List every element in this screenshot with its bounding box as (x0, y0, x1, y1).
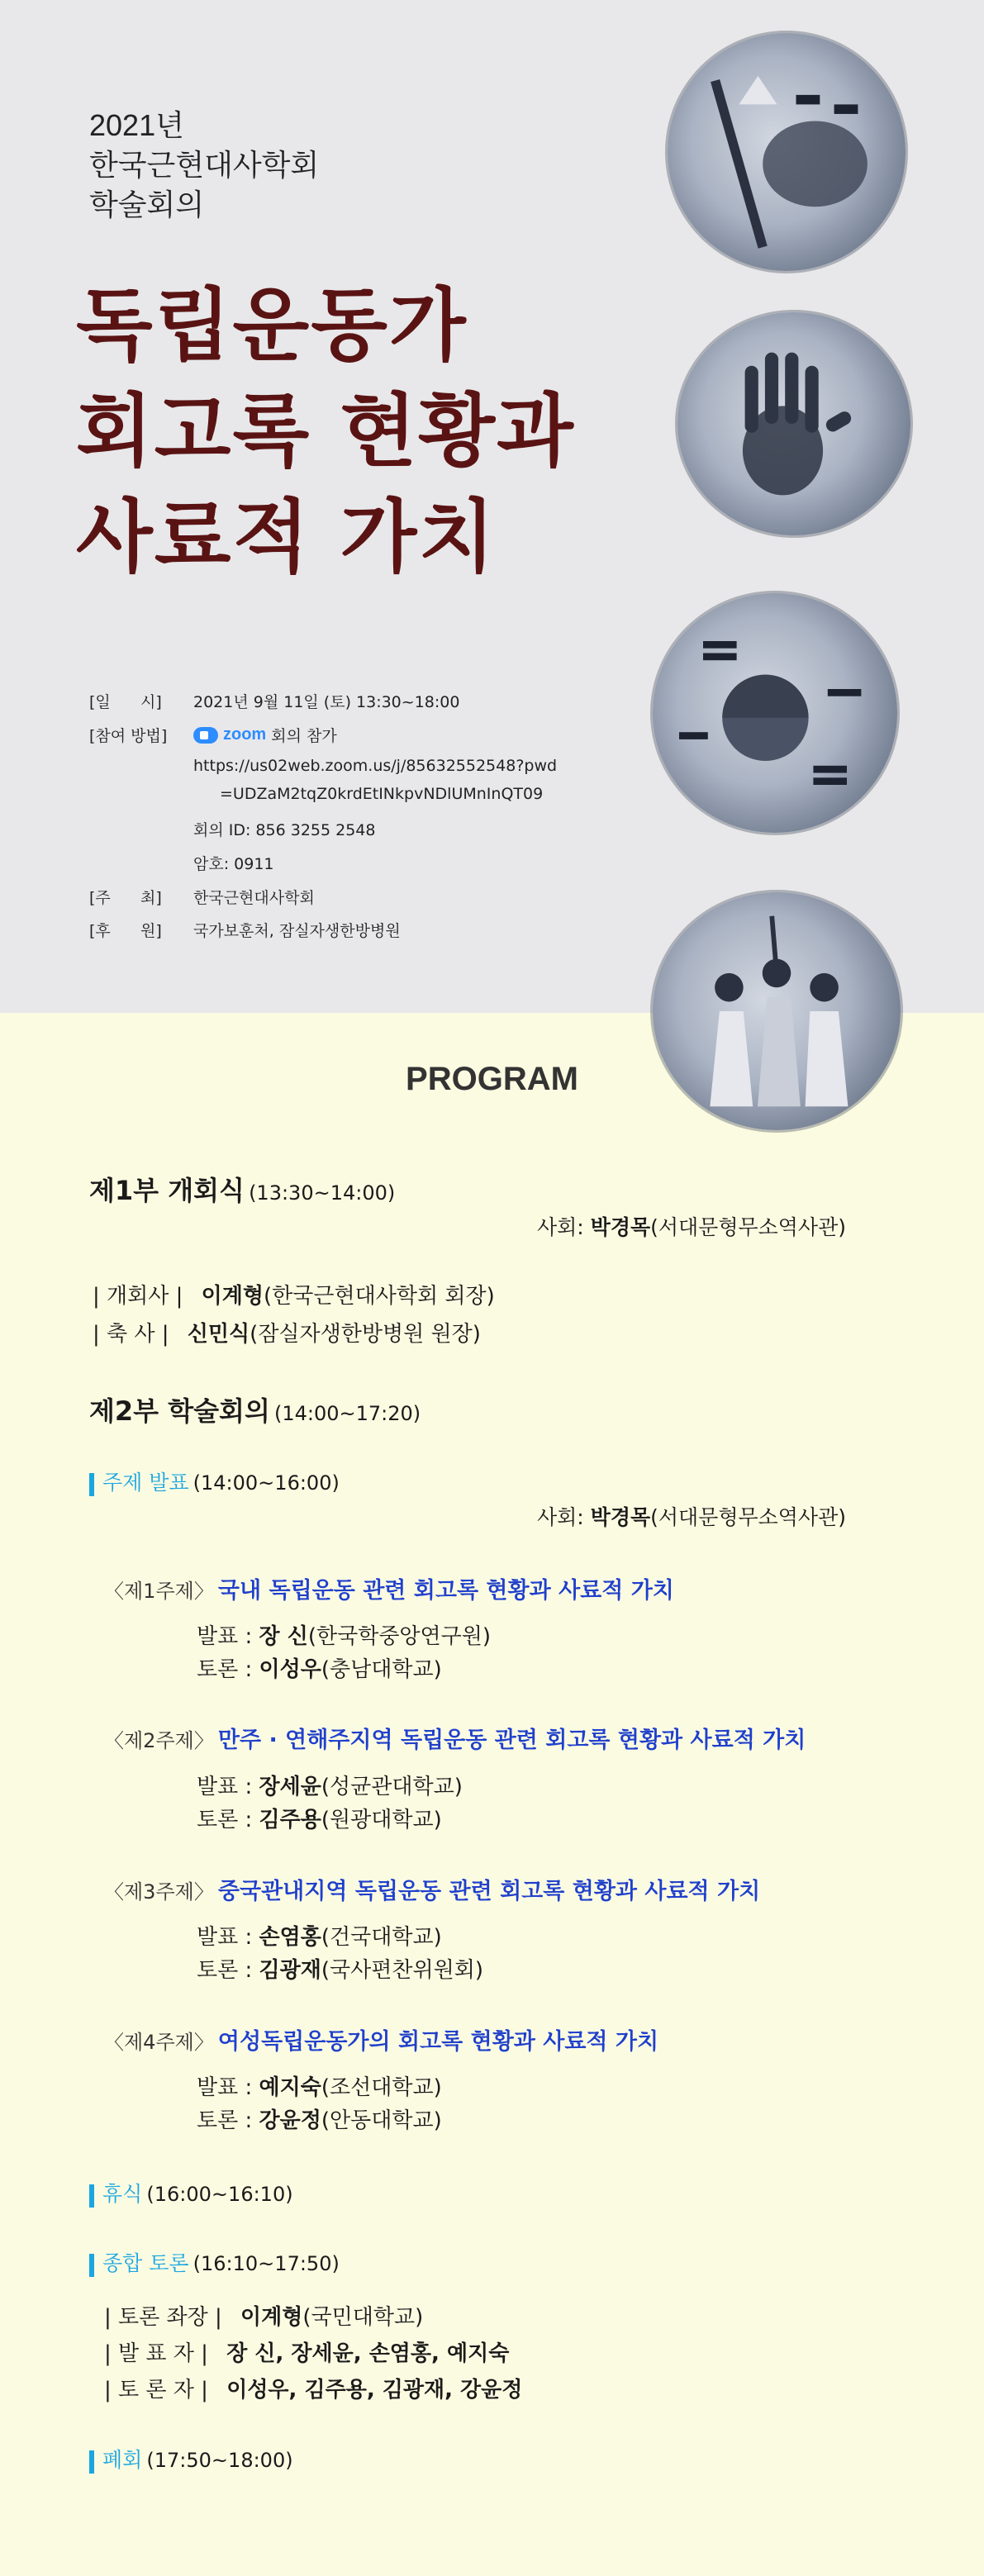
zoom-word: zoom (223, 725, 267, 744)
sponsor-value: 국가보훈처, 잠실자생한방병원 (193, 922, 401, 940)
part1-heading (89, 1170, 395, 1208)
presenter-name: 손염홍 (259, 1925, 321, 1950)
discussant-key: 토론 : (197, 2108, 259, 2133)
date-key: [일 시] (89, 693, 162, 711)
program-heading: PROGRAM (406, 1061, 578, 1097)
presenter-name: 장 신 (259, 1624, 308, 1649)
discussant-org: (충남대학교) (321, 1657, 442, 1682)
intro-conference: 학술회의 (89, 188, 205, 221)
row-org: (국민대학교) (302, 2305, 424, 2330)
topic-title: 여성독립운동가의 회고록 현황과 사료적 가치 (217, 2029, 659, 2055)
presenter-key: 발표 : (197, 1925, 259, 1950)
meeting-password: 암호: 0911 (193, 855, 274, 873)
topic-3-discussant (197, 1953, 483, 1984)
topic-2-presenter (197, 1770, 463, 1800)
topic-4-heading (104, 2023, 658, 2056)
presenter-name: 장세윤 (259, 1775, 321, 1799)
intro-year: 2021년 (89, 108, 184, 142)
discussant-name: 이성우 (259, 1657, 321, 1682)
part1-moderator (537, 1211, 846, 1241)
presenter-key: 발표 : (197, 1624, 259, 1649)
moderator-prefix: 사회: (537, 1505, 591, 1529)
closing-time: (17:50~18:00) (146, 2449, 293, 2472)
discussant-name: 김주용 (259, 1808, 321, 1832)
part1-time: (13:30~14:00) (249, 1181, 396, 1205)
date-value: 2021년 9월 11일 (토) 13:30~18:00 (193, 693, 460, 711)
row-org: (한국근현대사학회 회장) (264, 1284, 495, 1309)
part1-title: 제1부 개회식 (89, 1175, 245, 1206)
discussant-key: 토론 : (197, 1958, 259, 1983)
host-value: 한국근현대사학회 (193, 889, 315, 907)
section-bar-icon (89, 1473, 94, 1496)
discussant-org: (원광대학교) (321, 1808, 442, 1832)
title-line-2: 회고록 현황과 (76, 384, 575, 478)
section-bar-icon (89, 2450, 94, 2474)
presenter-key: 발표 : (197, 1775, 259, 1799)
page-title (76, 273, 575, 590)
subsection-presentations (89, 1466, 340, 1498)
row-name: 이성우, 김주용, 김광재, 강윤정 (226, 2378, 523, 2403)
discussant-org: (국사편찬위원회) (321, 1958, 483, 1983)
illustration-flag-circle (668, 33, 906, 271)
title-line-3: 사료적 가치 (76, 490, 497, 583)
title-line-1: 독립운동가 (76, 278, 468, 372)
topic-1-discussant (197, 1652, 442, 1683)
topic-3-presenter (197, 1920, 442, 1951)
discussant-name: 김광재 (259, 1958, 321, 1983)
part2-title: 제2부 학술회의 (89, 1395, 270, 1427)
sponsor-key: [후 원] (89, 922, 162, 940)
sub1-label: 주제 발표 (102, 1471, 189, 1495)
presenter-org: (조선대학교) (321, 2075, 442, 2100)
intro-society: 한국근현대사학회 (89, 148, 320, 182)
topic-title: 국내 독립운동 관련 회고록 현황과 사료적 가치 (217, 1578, 674, 1604)
break-row (89, 2178, 293, 2209)
row-role: | 개회사 | (93, 1284, 183, 1309)
discussant-key: 토론 : (197, 1657, 259, 1682)
presenter-name: 예지숙 (259, 2075, 321, 2100)
zoom-logo-icon (193, 727, 218, 744)
part2-time: (14:00~17:20) (273, 1402, 421, 1425)
illustration-taegeukgi-circle (653, 593, 897, 833)
flag-figure-icon (668, 33, 906, 271)
topic-3-heading (104, 1873, 760, 1905)
meeting-id: 회의 ID: 856 3255 2548 (193, 821, 376, 839)
discussant-org: (안동대학교) (321, 2108, 442, 2133)
moderator-name: 박경목 (590, 1505, 651, 1529)
row-role: | 발 표 자 | (104, 2341, 208, 2366)
row-name: 이계형 (240, 2305, 303, 2330)
sub1-time: (14:00~16:00) (193, 1471, 340, 1495)
moderator-org: (서대문형무소역사관) (650, 1215, 846, 1239)
taegeukgi-icon (653, 593, 897, 833)
moderator-name: 박경목 (590, 1215, 651, 1239)
topic-label: 〈제1주제〉 (104, 1580, 214, 1603)
row-role: | 토 론 자 | (104, 2378, 208, 2403)
part2-moderator (537, 1501, 846, 1531)
break-label: 휴식 (102, 2182, 143, 2206)
topic-1-heading (104, 1572, 674, 1604)
topic-title: 만주 · 연해주지역 독립운동 관련 회고록 현황과 사료적 가치 (217, 1728, 806, 1753)
method-key: [참여 방법] (89, 727, 168, 745)
discussant-key: 토론 : (197, 1808, 259, 1832)
illustration-handprint-circle (677, 312, 910, 535)
section-bar-icon (89, 2184, 94, 2208)
row-name: 이계형 (201, 1284, 264, 1309)
host-key: [주 최] (89, 889, 162, 907)
row-name: 장 신, 장세윤, 손염홍, 예지숙 (226, 2341, 510, 2366)
discussion-row-presenters (104, 2336, 509, 2367)
row-name: 신민식 (187, 1322, 250, 1347)
presenter-org: (건국대학교) (321, 1925, 442, 1950)
part1-row-congrats (93, 1317, 481, 1347)
break-time: (16:00~16:10) (146, 2183, 293, 2206)
topic-1-presenter (197, 1619, 491, 1650)
topic-title: 중국관내지역 독립운동 관련 회고록 현황과 사료적 가치 (217, 1879, 761, 1904)
row-role: | 토론 좌장 | (104, 2305, 222, 2330)
closing-row (89, 2444, 293, 2475)
discussion-row-discussants (104, 2373, 522, 2403)
discussion-time: (16:10~17:50) (193, 2252, 340, 2275)
moderator-prefix: 사회: (537, 1215, 591, 1239)
topic-2-discussant (197, 1803, 442, 1833)
discussion-row-chair (104, 2300, 423, 2331)
discussion-heading (89, 2247, 340, 2279)
topic-label: 〈제3주제〉 (104, 1880, 214, 1903)
row-org: (잠실자생한방병원 원장) (250, 1322, 481, 1347)
topic-4-presenter (197, 2070, 442, 2101)
topic-label: 〈제2주제〉 (104, 1729, 214, 1752)
method-value: 회의 참가 (271, 727, 337, 745)
row-role: | 축 사 | (93, 1322, 169, 1347)
topic-2-heading (104, 1722, 806, 1754)
event-intro (89, 106, 319, 225)
handprint-icon (677, 312, 910, 535)
discussant-name: 강윤정 (259, 2108, 321, 2133)
zoom-url-line-2[interactable]: =UDZaM2tqZ0krdEtINkpvNDlUMnInQT09 (220, 785, 544, 803)
closing-label: 폐회 (102, 2448, 143, 2472)
presenter-key: 발표 : (197, 2075, 259, 2100)
zoom-url-line-1[interactable]: https://us02web.zoom.us/j/85632552548?pwd (193, 757, 558, 775)
topic-4-discussant (197, 2103, 442, 2134)
part2-heading (89, 1390, 421, 1428)
moderator-org: (서대문형무소역사관) (650, 1505, 846, 1529)
discussion-label: 종합 토론 (102, 2251, 189, 2275)
part1-row-opening (93, 1279, 495, 1309)
presenter-org: (성균관대학교) (321, 1775, 463, 1799)
section-bar-icon (89, 2254, 94, 2277)
presenter-org: (한국학중앙연구원) (307, 1624, 492, 1649)
topic-label: 〈제4주제〉 (104, 2031, 214, 2054)
